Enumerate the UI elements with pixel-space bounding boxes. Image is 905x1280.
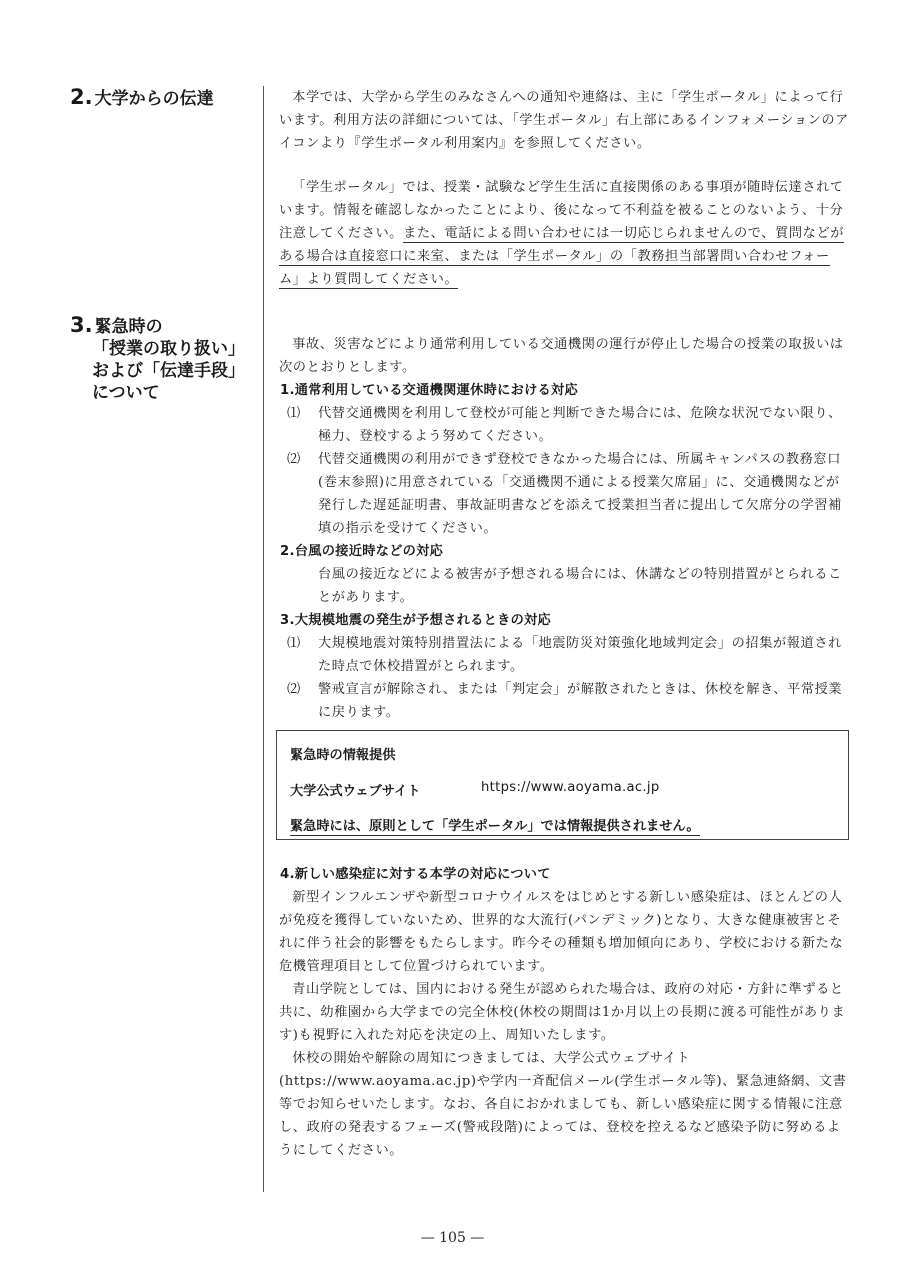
section3-intro: 事故、災害などにより通常利用している交通機関の運行が停止した場合の授業の取扱いは次のとおりとします。 bbox=[279, 337, 844, 375]
section2-heading-text: 大学からの伝達 bbox=[94, 89, 214, 109]
section3-heading-line2: 「授業の取り扱い」 bbox=[92, 339, 245, 359]
item-text: 代替交通機関の利用ができず登校できなかった場合には、所属キャンパスの教務窓口(巻末参照)に用意されている「交通機関不通による授業欠席届」に、交通機関などが発行した遅延証明書、事故証明書などを添えて授業担当者に提出して欠席分の学習補填の指示を受けてください。 bbox=[318, 452, 842, 536]
emergency-info-title: 緊急時の情報提供 bbox=[290, 748, 396, 763]
item-text: 代替交通機関を利用して登校が可能と判断できた場合には、危険な状況でない限り、極力、登校するよう努めてください。 bbox=[318, 406, 842, 444]
section2-paragraph-1: 本学では、大学から学生のみなさんへの通知や連絡は、主に「学生ポータル」によって行います。利用方法の詳細については、「学生ポータル」右上部にあるインフォメーションのアイコンより『学生ポータル利用案内』を参照してください。 bbox=[279, 90, 849, 151]
item-marker: ⑴ bbox=[287, 406, 301, 421]
section3-heading-line4: について bbox=[92, 383, 160, 403]
page-number: — 105 — bbox=[420, 1230, 485, 1246]
subheading-2: 2.台風の接近時などの対応 bbox=[280, 544, 444, 559]
section2-heading-number: 2. bbox=[70, 85, 93, 109]
subheading-2-text: 台風の接近などによる被害が予想される場合には、休講などの特別措置がとられることがあります。 bbox=[318, 567, 842, 605]
emergency-info-box bbox=[276, 730, 849, 840]
section4-paragraph-1: 新型インフルエンザや新型コロナウイルスをはじめとする新しい感染症は、ほとんどの人が免疫を獲得していないため、世界的な大流行(パンデミック)となり、大きな健康被害とそれに伴う社会的影響をもたらします。昨今その種類も増加傾向にあり、学校における新たな危機管理項目として位置づけられています。 bbox=[279, 890, 844, 974]
column-divider bbox=[263, 86, 264, 1192]
section3-heading-number: 3. bbox=[70, 313, 93, 337]
website-label: 大学公式ウェブサイト bbox=[290, 784, 421, 799]
section2-paragraph-2-plain: 「学生ポータル」では、授業・試験など学生生活に直接関係のある事項が随時伝達されています。情報を確認しなかったことにより、後になって不利益を被ることのないよう、十分注意してください。 bbox=[279, 180, 844, 241]
list-item bbox=[287, 678, 851, 724]
section2-paragraph-2-underlined: また、電話による問い合わせには一切応じられませんので、質問などがある場合は直接窓口に来室、または「学生ポータル」の「教務担当部署問い合わせフォーム」より質問してください。 bbox=[279, 226, 845, 287]
subheading-3: 3.大規模地震の発生が予想されるときの対応 bbox=[280, 613, 552, 628]
item-marker: ⑴ bbox=[287, 636, 301, 651]
item-marker: ⑵ bbox=[287, 452, 301, 467]
section2-heading bbox=[70, 86, 255, 110]
section2-paragraph-2 bbox=[279, 176, 850, 291]
website-url-link[interactable]: https://www.aoyama.ac.jp bbox=[481, 780, 660, 795]
section4-paragraph-2: 青山学院としては、国内における発生が認められた場合は、政府の対応・方針に準ずると共に、幼稚園から大学までの完全休校(休校の期間は1か月以上の長期に渡る可能性があります)も視野に入れた対応を決定の上、周知いたします。 bbox=[279, 982, 846, 1043]
item-text: 警戒宣言が解除され、または「判定会」が解散されたときは、休校を解き、平常授業に戻ります。 bbox=[318, 682, 843, 720]
section3-heading-line1: 緊急時の bbox=[94, 317, 163, 337]
list-item bbox=[287, 632, 851, 678]
section3-heading bbox=[70, 314, 255, 404]
subheading-1: 1.通常利用している交通機関運休時における対応 bbox=[280, 383, 579, 398]
emergency-info-note: 緊急時には、原則として「学生ポータル」では情報提供されません。 bbox=[290, 815, 700, 836]
list-item bbox=[287, 448, 851, 540]
item-text: 大規模地震対策特別措置法による「地震防災対策強化地域判定会」の招集が報道された時点で休校措置がとられます。 bbox=[318, 636, 842, 674]
section3-heading-line3: および「伝達手段」 bbox=[92, 361, 245, 381]
subheading-4: 4.新しい感染症に対する本学の対応について bbox=[280, 867, 551, 882]
section4-paragraph-3: 休校の開始や解除の周知につきましては、大学公式ウェブサイト(https://www.aoyama.ac.jp)や学内一斉配信メール(学生ポータル等)、緊急連絡網、文書等でお知らせいたします。なお、各自におかれましても、新しい感染症に関する情報に注意し、政府の発表するフェーズ(警戒段階)によっては、登校を控えるなど感染予防に努めるようにしてください。 bbox=[279, 1051, 847, 1158]
item-marker: ⑵ bbox=[287, 682, 301, 697]
list-item bbox=[287, 402, 851, 448]
